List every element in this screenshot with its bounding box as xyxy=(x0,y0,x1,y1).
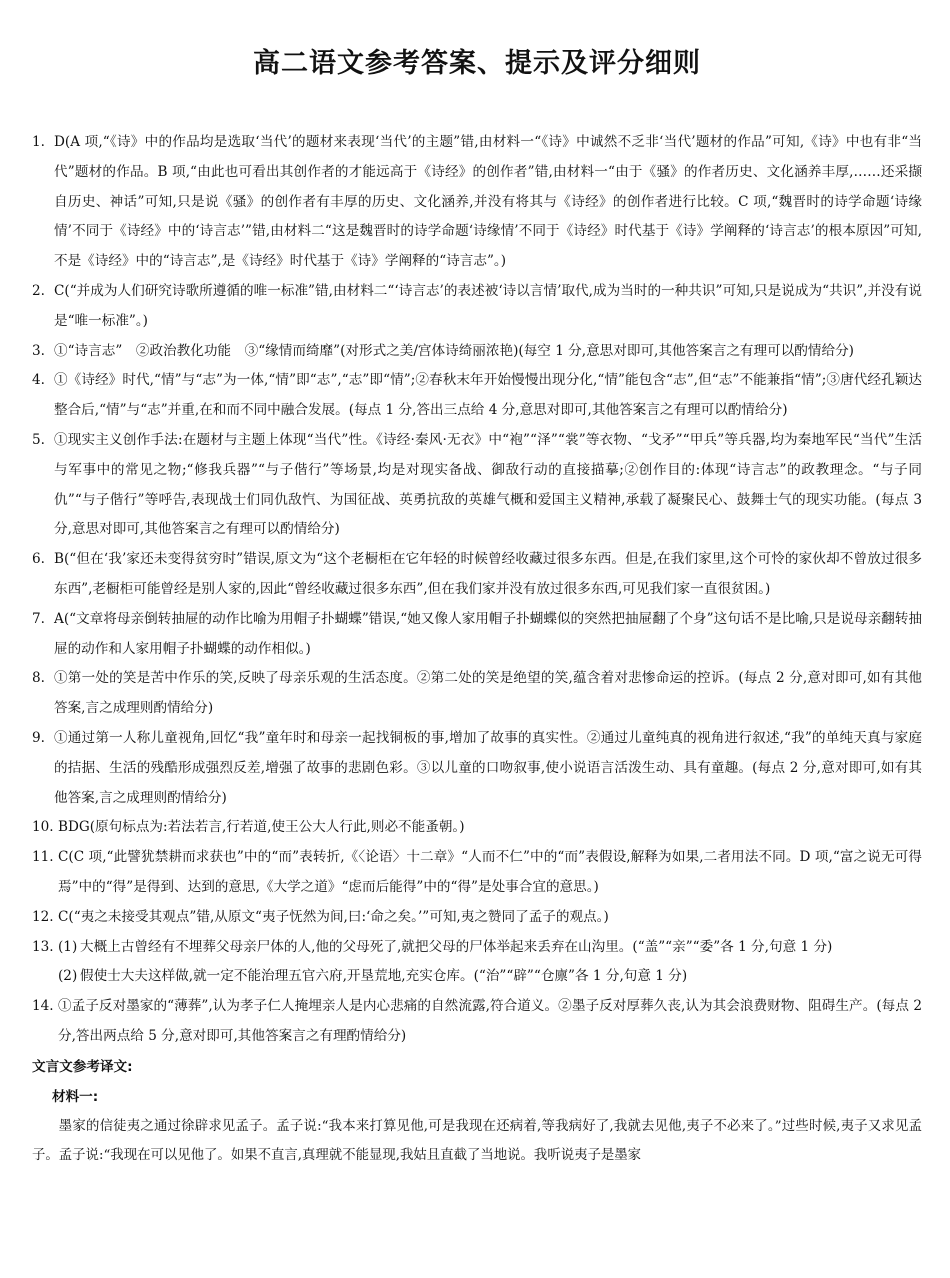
answer-text: C(“并成为人们研究诗歌所遵循的唯一标准”错,由材料二“‘诗言志’的表述被‘诗以言情’取代,成为当时的一种共识”可知,只是说成为“共识”,并没有说是“唯一标准”。) xyxy=(54,282,922,329)
answer-item xyxy=(32,724,922,813)
answer-text: ①孟子反对墨家的“薄葬”,认为孝子仁人掩埋亲人是内心悲痛的自然流露,符合道义。②墨子反对厚葬久丧,认为其会浪费财物、阻碍生产。(每点 2 分,答出两点给 5 分,意对即可,其他答案言之有理酌情给分) xyxy=(58,998,922,1044)
answer-item-13 xyxy=(32,933,922,993)
answer-text: BDG(原句标点为:若法若言,行若道,使王公大人行此,则必不能蚤朝。) xyxy=(58,819,465,836)
answer-list xyxy=(32,128,922,933)
answer-number: 6. xyxy=(32,551,45,568)
answer-item-14 xyxy=(32,992,922,1052)
answer-text: D(A 项,“《诗》中的作品均是选取‘当代’的题材来表现‘当代’的主题”错,由材料一“《诗》中诚然不乏非‘当代’题材的作品”可知,《诗》中也有非“当代”题材的作品。B 项,“由此也可看出其创作者的才能远高于《诗经》的创作者”错,由材料一“由于《骚》的作者历史、文化涵养丰厚,……还采撷自历史、神话”可知,只是说《骚》的创作者有丰厚的历史、文化涵养,并没有将其与《诗经》的创作者进行比较。C 项,“魏晋时的诗学命题‘诗缘情’不同于《诗经》中的‘诗言志’”错,由材料二“这是魏晋时的诗学命题‘诗缘情’不同于《诗经》时代基于《诗》学阐释的‘诗言志’的根本原因”可知,不是《诗经》中的“诗言志”,是《诗经》时代基于《诗》学阐释的“诗言志”。) xyxy=(54,134,922,270)
answer-text: B(“但在‘我’家还未变得贫穷时”错误,原文为“这个老橱柜在它年轻的时候曾经收藏过很多东西。但是,在我们家里,这个可怜的家伙却不曾放过很多东西”,老橱柜可能曾经是别人家的,因此“曾经收藏过很多东西”,但在我们家并没有放过很多东西,可见我们家一直很贫困。) xyxy=(54,551,922,597)
answer-item xyxy=(32,843,922,903)
answer-text: ①“诗言志” ②政治教化功能 ③“缘情而绮靡”(对形式之美/宫体诗绮丽浓艳)(每空 1 分,意思对即可,其他答案言之有理可以酌情给分) xyxy=(54,342,854,359)
part-number: (2) xyxy=(58,968,78,985)
answer-text: ①现实主义创作手法:在题材与主题上体现“当代”性。《诗经·秦风·无衣》中“袍”“泽”“裳”等衣物、“戈矛”“甲兵”等兵器,均为秦地军民“当代”生活与军事中的常见之物;“修我兵器”“与子偕行”等场景,均是对现实备战、御敌行动的直接描摹;②创作目的:体现“诗言志”的政教理念。“与子同仇”“与子偕行”等呼告,表现战士们同仇敌忾、为国征战、英勇抗敌的英雄气概和爱国主义精神,承载了凝聚民心、鼓舞士气的现实功能。(每点 3 分,意思对即可,其他答案言之有理可以酌情给分) xyxy=(54,431,922,538)
translation-paragraph: 墨家的信徒夷之通过徐辟求见孟子。孟子说:“我本来打算见他,可是我现在还病着,等我病好了,我就去见他,夷子不必来了。”过些时候,夷子又求见孟子。孟子说:“我现在可以见他了。如果不直言,真理就不能显现,我姑且直截了当地说。我听说夷子是墨家 xyxy=(32,1118,922,1163)
answer-number: 10. xyxy=(32,819,54,836)
answer-text: C(“夷之未接受其观点”错,从原文“夷子怃然为间,曰:‘命之矣。’”可知,夷之赞同了孟子的观点。) xyxy=(58,908,609,925)
answer-number: 8. xyxy=(32,670,45,687)
answer-13-part-2 xyxy=(58,962,922,992)
answer-item xyxy=(32,664,922,724)
answer-13-part-1 xyxy=(58,933,922,963)
answer-text: ①第一处的笑是苦中作乐的笑,反映了母亲乐观的生活态度。②第二处的笑是绝望的笑,蕴含着对悲惨命运的控诉。(每点 2 分,意对即可,如有其他答案,言之成理则酌情给分) xyxy=(54,670,922,717)
answer-text: ①通过第一人称儿童视角,回忆“我”童年时和母亲一起找铜板的事,增加了故事的真实性。②通过儿童纯真的视角进行叙述,“我”的单纯天真与家庭的拮据、生活的残酷形成强烈反差,增强了故事的悲剧色彩。③以儿童的口吻叙事,使小说语言活泼生动、具有童趣。(每点 2 分,意对即可,如有其他答案,言之成理则酌情给分) xyxy=(54,729,922,806)
answer-item xyxy=(32,128,922,277)
page-title: 高二语文参考答案、提示及评分细则 xyxy=(253,48,701,79)
answer-number: 2. xyxy=(32,282,45,299)
part-text: 假使士大夫这样做,就一定不能治理五官六府,开垦荒地,充实仓库。(“治”“辟”“仓廪”各 1 分,句意 1 分) xyxy=(80,968,688,985)
answer-number: 3. xyxy=(32,342,45,359)
answer-item xyxy=(32,545,922,605)
answer-number: 7. xyxy=(32,610,45,627)
answer-item xyxy=(32,903,922,933)
answer-number: 11. xyxy=(32,849,54,866)
answer-item xyxy=(32,277,922,337)
answer-number: 4. xyxy=(32,372,45,389)
answer-item xyxy=(32,605,922,665)
part-text: 大概上古曾经有不埋葬父母亲尸体的人,他的父母死了,就把父母的尸体举起来丢弃在山沟里。(“盖”“亲”“委”各 1 分,句意 1 分) xyxy=(80,938,833,955)
answer-number: 14. xyxy=(32,998,54,1015)
part-number: (1) xyxy=(58,938,78,955)
answer-text: C(C 项,“此譬犹禁耕而求获也”中的“而”表转折,《〈论语〉十二章》“人而不仁”中的“而”表假设,解释为如果,二者用法不同。D 项,“富之说无可得焉”中的“得”是得到、达到的意思,《大学之道》“虑而后能得”中的“得”是处事合宜的意思。) xyxy=(58,849,922,895)
translation-heading: 文言文参考译文: xyxy=(32,1058,133,1075)
material-label: 材料一: xyxy=(52,1088,99,1105)
answer-text: A(“文章将母亲倒转抽屉的动作比喻为用帽子扑蝴蝶”错误,“她又像人家用帽子扑蝴蝶似的突然把抽屉翻了个身”这句话不是比喻,只是说母亲翻转抽屉的动作和人家用帽子扑蝴蝶的动作相似。) xyxy=(54,610,922,657)
answer-number: 1. xyxy=(32,134,45,150)
answer-number: 13. xyxy=(32,938,54,955)
answer-item xyxy=(32,813,922,843)
answer-number: 12. xyxy=(32,908,54,925)
answer-number: 5. xyxy=(32,431,45,448)
answer-text: ①《诗经》时代,“情”与“志”为一体,“情”即“志”,“志”即“情”;②春秋末年开始慢慢出现分化,“情”能包含“志”,但“志”不能兼指“情”;③唐代经孔颖达整合后,“情”与“志”并重,在和而不同中融合发展。(每点 1 分,答出三点给 4 分,意思对即可,其他答案言之有理可以酌情给分) xyxy=(54,372,922,419)
answer-item xyxy=(32,337,922,367)
answer-item xyxy=(32,366,922,426)
answer-number: 9. xyxy=(32,729,45,746)
answer-item xyxy=(32,426,922,545)
